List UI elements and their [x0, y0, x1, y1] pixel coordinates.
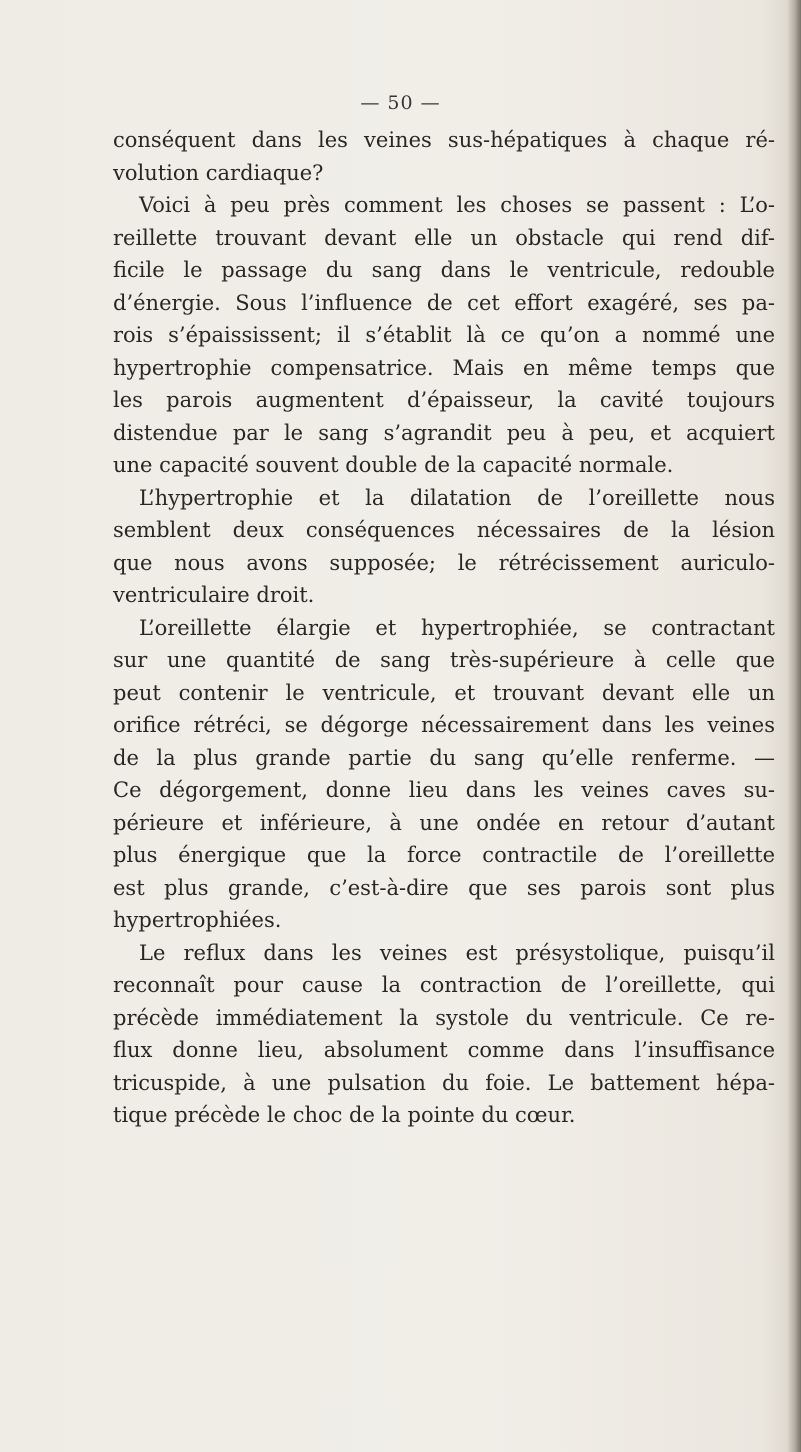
page-edge-shadow: [787, 0, 801, 1452]
text-line: conséquent dans les veines sus-hépatiques à chaque ré-: [113, 128, 775, 152]
text-line: hypertrophie compensatrice. Mais en même temps que: [113, 355, 775, 380]
text-line: distendue par le sang s’agrandit peu à peu, et acquiert: [113, 420, 775, 445]
text-line: rois s’épaississent; il s’établit là ce qu’on a nommé une: [113, 323, 775, 347]
text-line: reillette trouvant devant elle un obstacle qui rend dif-: [113, 225, 775, 250]
body-text: [113, 124, 775, 1132]
text-line: que nous avons supposée; le rétrécissement auriculo-: [113, 550, 775, 575]
text-line: plus énergique que la force contractile de l’oreillette: [113, 843, 775, 867]
text-line: Voici à peu près comment les choses se passent : L’o-: [139, 193, 775, 217]
text-line: semblent deux conséquences nécessaires de la lésion: [113, 518, 775, 542]
text-line: Ce dégorgement, donne lieu dans les veines caves su-: [113, 778, 775, 802]
text-line: tricuspide, à une pulsation du foie. Le battement hépa-: [113, 1070, 775, 1095]
text-line: L’hypertrophie et la dilatation de l’oreillette nous: [139, 485, 775, 510]
text-line: une capacité souvent double de la capacité normale.: [113, 453, 674, 477]
text-line: volution cardiaque?: [113, 160, 324, 185]
text-line: Le reflux dans les veines est présystolique, puisqu’il: [139, 940, 775, 965]
text-line: d’énergie. Sous l’influence de cet effort exagéré, ses pa-: [113, 290, 775, 315]
text-line: de la plus grande partie du sang qu’elle renferme. —: [113, 745, 775, 770]
text-line: ficile le passage du sang dans le ventricule, redouble: [113, 258, 775, 282]
text-line: précède immédiatement la systole du ventricule. Ce re-: [113, 1005, 775, 1030]
text-line: sur une quantité de sang très-supérieure à celle que: [113, 648, 775, 672]
text-line: hypertrophiées.: [113, 908, 282, 932]
text-line: les parois augmentent d’épaisseur, la cavité toujours: [113, 388, 775, 412]
text-line: ventriculaire droit.: [113, 583, 315, 607]
text-line: périeure et inférieure, à une ondée en retour d’autant: [113, 810, 775, 835]
text-line: est plus grande, c’est-à-dire que ses parois sont plus: [113, 875, 775, 900]
text-line: flux donne lieu, absolument comme dans l’insuffisance: [113, 1038, 775, 1062]
text-line: orifice rétréci, se dégorge nécessairement dans les veines: [113, 713, 775, 737]
text-line: peut contenir le ventricule, et trouvant devant elle un: [113, 680, 775, 705]
text-line: L’oreillette élargie et hypertrophiée, se contractant: [139, 615, 775, 640]
text-line: reconnaît pour cause la contraction de l’oreillette, qui: [113, 973, 775, 997]
page-number: — 50 —: [360, 92, 441, 114]
text-line: tique précède le choc de la pointe du cœur.: [113, 1103, 576, 1127]
